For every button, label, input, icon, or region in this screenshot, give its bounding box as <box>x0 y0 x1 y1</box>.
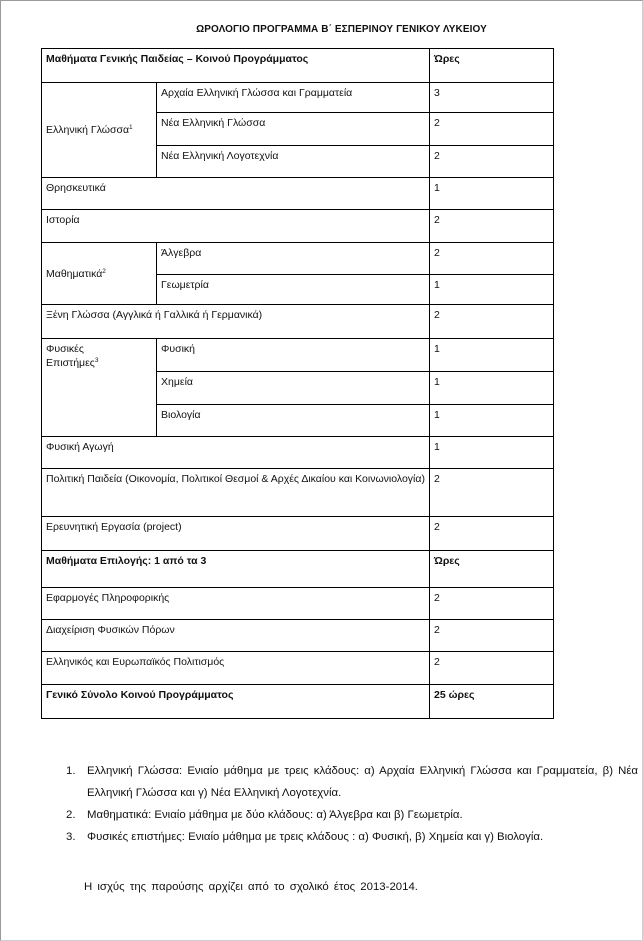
table-row <box>42 469 554 517</box>
science-footnote-mark: 3 <box>94 357 99 364</box>
table-row <box>42 652 554 685</box>
subject-cell: Ξένη Γλώσσα (Αγγλικά ή Γαλλικά ή Γερμανικά) <box>42 305 430 339</box>
hours-cell: 1 <box>430 275 554 305</box>
subject-cell: Διαχείριση Φυσικών Πόρων <box>42 620 430 652</box>
hours-cell: 3 <box>430 83 554 113</box>
greek-language-label: Ελληνική Γλώσσα <box>46 124 130 136</box>
subject-cell: Βιολογία <box>157 405 430 437</box>
hours-cell: 2 <box>430 588 554 620</box>
schedule-table <box>41 48 554 719</box>
hours-cell: 1 <box>430 178 554 210</box>
table-row <box>42 437 554 469</box>
science-cell <box>42 339 157 437</box>
table-row <box>42 210 554 243</box>
elective-header-subject: Μαθήματα Επιλογής: 1 από τα 3 <box>42 551 430 588</box>
subject-cell: Φυσική <box>157 339 430 372</box>
hours-cell: 1 <box>430 372 554 405</box>
science-label-line2: Επιστήμες <box>46 357 95 369</box>
table-row <box>42 620 554 652</box>
subject-cell: Εφαρμογές Πληροφορικής <box>42 588 430 620</box>
subject-cell: Χημεία <box>157 372 430 405</box>
greek-language-cell <box>42 83 157 178</box>
table-row <box>42 588 554 620</box>
subject-cell: Ελληνικός και Ευρωπαϊκός Πολιτισμός <box>42 652 430 685</box>
total-hours: 25 ώρες <box>430 685 554 719</box>
science-label-line1: Φυσικές <box>46 343 84 355</box>
table-row <box>42 305 554 339</box>
footnotes-list <box>66 760 638 848</box>
table-row <box>42 243 554 275</box>
hours-cell: 2 <box>430 620 554 652</box>
hours-cell: 1 <box>430 405 554 437</box>
subject-cell: Γεωμετρία <box>157 275 430 305</box>
subject-cell: Πολιτική Παιδεία (Οικονομία, Πολιτικοί Θεσμοί & Αρχές Δικαίου και Κοινωνιολογία) <box>42 469 430 517</box>
list-item <box>66 804 638 826</box>
subject-cell: Αρχαία Ελληνική Γλώσσα και Γραμματεία <box>157 83 430 113</box>
hours-cell: 1 <box>430 437 554 469</box>
subject-cell: Ερευνητική Εργασία (project) <box>42 517 430 551</box>
hours-cell: 2 <box>430 305 554 339</box>
table-row <box>42 685 554 719</box>
greek-footnote-mark: 1 <box>129 124 133 131</box>
elective-header-hours: Ώρες <box>430 551 554 588</box>
hours-cell: 2 <box>430 243 554 275</box>
math-label: Μαθηματικά <box>46 267 103 280</box>
hours-cell: 2 <box>430 469 554 517</box>
document-title: ΩΡΟΛΟΓΙΟ ΠΡΟΓΡΑΜΜΑ Β΄ ΕΣΠΕΡΙΝΟΥ ΓΕΝΙΚΟΥ ΛΥΚΕΙΟΥ <box>196 24 487 35</box>
subject-cell: Νέα Ελληνική Γλώσσα <box>157 113 430 146</box>
table-row <box>42 83 554 113</box>
effective-date-note: Η ισχύς της παρούσης αρχίζει από το σχολικό έτος 2013-2014. <box>84 881 418 893</box>
general-header-subject: Μαθήματα Γενικής Παιδείας – Κοινού Προγράμματος <box>42 49 430 83</box>
table-row <box>42 49 554 83</box>
footnote-number: 3. <box>66 831 76 843</box>
table-row <box>42 339 554 372</box>
list-item <box>66 760 638 804</box>
list-item <box>66 826 638 848</box>
general-header-hours: Ώρες <box>430 49 554 83</box>
subject-cell: Νέα Ελληνική Λογοτεχνία <box>157 146 430 178</box>
subject-cell: Άλγεβρα <box>157 243 430 275</box>
subject-cell: Ιστορία <box>42 210 430 243</box>
hours-cell: 1 <box>430 339 554 372</box>
math-cell <box>42 243 157 305</box>
math-footnote-mark: 2 <box>102 267 106 275</box>
hours-cell: 2 <box>430 113 554 146</box>
hours-cell: 2 <box>430 517 554 551</box>
subject-cell: Θρησκευτικά <box>42 178 430 210</box>
subject-cell: Φυσική Αγωγή <box>42 437 430 469</box>
table-row <box>42 178 554 210</box>
footnote-number: 1. <box>66 765 76 777</box>
footnote-text: Ελληνική Γλώσσα: Ενιαίο μάθημα με τρεις κλάδους: α) Αρχαία Ελληνική Γλώσσα και Γραμματεία, β) Νέα Ελληνική Γλώσσα και γ) Νέα Ελληνική Λογοτεχνία. <box>87 765 638 799</box>
footnote-text: Φυσικές επιστήμες: Ενιαίο μάθημα με τρεις κλάδους : α) Φυσική, β) Χημεία και γ) Βιολογία. <box>87 831 544 843</box>
hours-cell: 2 <box>430 210 554 243</box>
table-row <box>42 551 554 588</box>
hours-cell: 2 <box>430 146 554 178</box>
total-label: Γενικό Σύνολο Κοινού Προγράμματος <box>42 685 430 719</box>
hours-cell: 2 <box>430 652 554 685</box>
table-row <box>42 517 554 551</box>
footnote-text: Μαθηματικά: Ενιαίο μάθημα με δύο κλάδους: α) Άλγεβρα και β) Γεωμετρία. <box>87 809 463 821</box>
footnote-number: 2. <box>66 809 76 821</box>
